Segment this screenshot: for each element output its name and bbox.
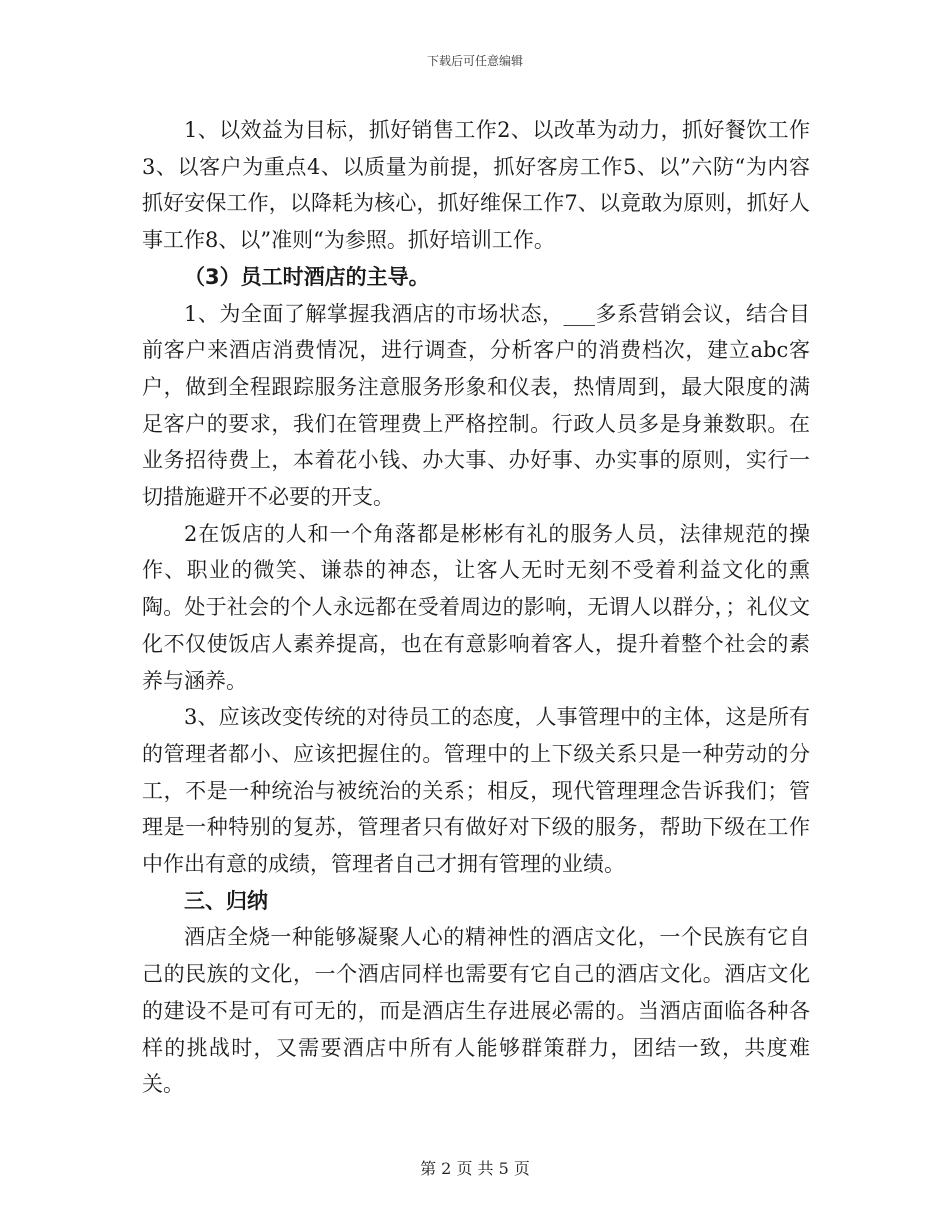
document-body <box>142 112 810 1103</box>
section-heading-summary: 三、归纳 <box>184 888 268 913</box>
page-number: 第 2 页 共 5 页 <box>420 1159 530 1178</box>
paragraph-conclusion: 酒店全烧一种能够凝聚人心的精神性的酒店文化，一个民族有它自己的民族的文化，一个酒店同样也需要有它自己的酒店文化。酒店文化的建设不是可有可无的，而是酒店生存进展必需的。当酒店面临各种各样的挑战时，又需要酒店中所有人能够群策群力，团结一致，共度难关。 <box>142 925 810 1097</box>
section-heading-staff: （3）员工时酒店的主导。 <box>184 264 430 289</box>
paragraph-management: 3、应该改变传统的对待员工的态度，人事管理中的主体，这是所有的管理者都小、应该把握住的。管理中的上下级关系只是一种劳动的分工，不是一种统治与被统治的关系；相反，现代管理理念告诉我们；管理是一种特别的复苏，管理者只有做好对下级的服务，帮助下级在工作中作出有意的成绩，管理者自己才拥有管理的业绩。 <box>142 705 810 877</box>
paragraph-goals: 1、以效益为目标，抓好销售工作2、以改革为动力，抓好餐饮工作3、以客户为重点4、以质量为前提，抓好客房工作5、以”六防“为内容抓好安保工作，以降耗为核心，抓好维保工作7、以竟敢为原则，抓好人事工作8、以”准则“为参照。抓好培训工作。 <box>142 118 810 253</box>
paragraph-marketing: 1、为全面了解掌握我酒店的市场状态，___多系营销会议，结合目前客户来酒店消费情况，进行调查，分析客户的消费档次，建立abc客户，做到全程跟踪服务注意服务形象和仪表，热情周到，最大限度的满足客户的要求，我们在管理费上严格控制。行政人员多是身兼数职。在业务招待费上，本着花小钱、办大事、办好事、办实事的原则，实行一切措施避开不必要的开支。 <box>142 301 810 510</box>
paragraph-etiquette: 2在饭店的人和一个角落都是彬彬有礼的服务人员，法律规范的操作、职业的微笑、谦恭的神态，让客人无时无刻不受着利益文化的熏陶。处于社会的个人永远都在受着周边的影响，无谓人以群分，；礼仪文化不仅使饭店人素养提高，也在有意影响着客人，提升着整个社会的素养与涵养。 <box>142 521 810 693</box>
page-header: 下载后可任意编辑 <box>426 54 523 68</box>
